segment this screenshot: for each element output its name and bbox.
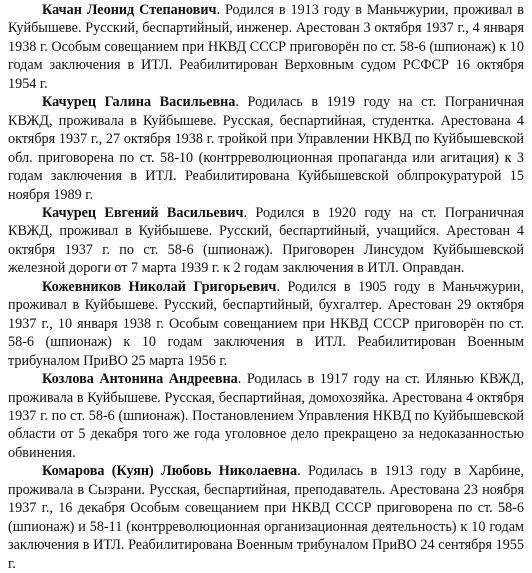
entry-name: Качурец Галина Васильевна: [42, 94, 236, 111]
entry-text: . Родился в 1913 году в Маньчжурии, проживал в Куйбышеве. Русский, беспартийный, инженер. Арестован 3 октября 1937 г., 4 января 1938 г. Особым совещанием при НКВД СССР приговорён по ст. 58-6 (шпионаж) к 10 годам заключения в ИТЛ. Реабилитирован Верховным судом РСФСР 16 октября 1954 г.: [8, 2, 524, 92]
entry-text: . Родилась в 1917 году на ст. Илянью КВЖД, проживала в Куйбышеве. Русская, беспартийная, домохозяйка. Арестована 4 октября 1937 г. по ст. 58-6 (шпионаж). Постановлением Управления НКВД по Куйбышевской области от 5 декабря того же года уголовное дело прекращено за недоказанностью обвинения.: [8, 371, 524, 461]
entry-name: Кожевников Николай Григорьевич: [42, 278, 277, 295]
entry-name: Козлова Антонина Андреевна: [42, 371, 238, 388]
entry-text: . Родился в 1920 году на ст. Пограничная КВЖД, проживал в Куйбышеве. Русский, беспартийный, учащийся. Арестован 4 октября 1937 г. по ст. 58-6 (шпионаж). Приговорен Линсудом Куйбышевской железной дороги от 7 марта 1939 г. к 2 годам заключения в ИТЛ. Оправдан.: [8, 204, 524, 277]
entry-kachan: [8, 1, 524, 93]
entry-kachurets-evgeny: [8, 204, 524, 278]
entry-kozlova: [8, 370, 524, 462]
entry-text: . Родился в 1905 году в Маньчжурии, проживал в Куйбышеве. Русский, беспартийный, бухгалтер. Арестован 29 октября 1937 г., 10 января 1938 г. Особым совещанием при НКВД СССР приговорён по ст. 58-6 (шпионаж) к 10 годам заключения в ИТЛ. Реабилитирован Военным трибуналом ПриВО 25 марта 1956 г.: [8, 278, 525, 369]
entry-text: . Родилась в 1919 году на ст. Пограничная КВЖД, проживала в Куйбышеве. Русская, беспартийная, студентка. Арестована 4 октября 1937 г., 27 октября 1938 г. тройкой при Управлении НКВД по Куйбышевской обл. приговорена по ст. 58-10 (контрреволюционная пропаганда или агитация) к 3 годам заключения в ИТЛ. Реабилитирована Куйбышевской облпрокуратурой 15 ноября 1989 г.: [8, 94, 524, 203]
entry-name: Качурец Евгений Васильевич: [42, 204, 244, 221]
entry-kozhevnikov: [8, 278, 524, 370]
entry-text: . Родилась в 1913 году в Харбине, проживала в Сызрани. Русская, беспартийная, преподаватель. Арестована 23 ноября 1937 г., 16 декабря Особым совещанием при НКВД СССР приговорена по ст. 58-6 (шпионаж) и 58-11 (контрреволюционная организационная деятельность) к 10 годам заключения в ИТЛ. Реабилитирована Военным трибуналом ПриВО 24 сентября 1955 г.: [8, 463, 525, 572]
entry-name: Комарова (Куян) Любовь Николаевна: [42, 463, 298, 480]
entry-komarova: [8, 462, 524, 573]
entry-name: Качан Леонид Степанович: [42, 2, 217, 18]
entry-kachurets-galina: [8, 93, 524, 204]
